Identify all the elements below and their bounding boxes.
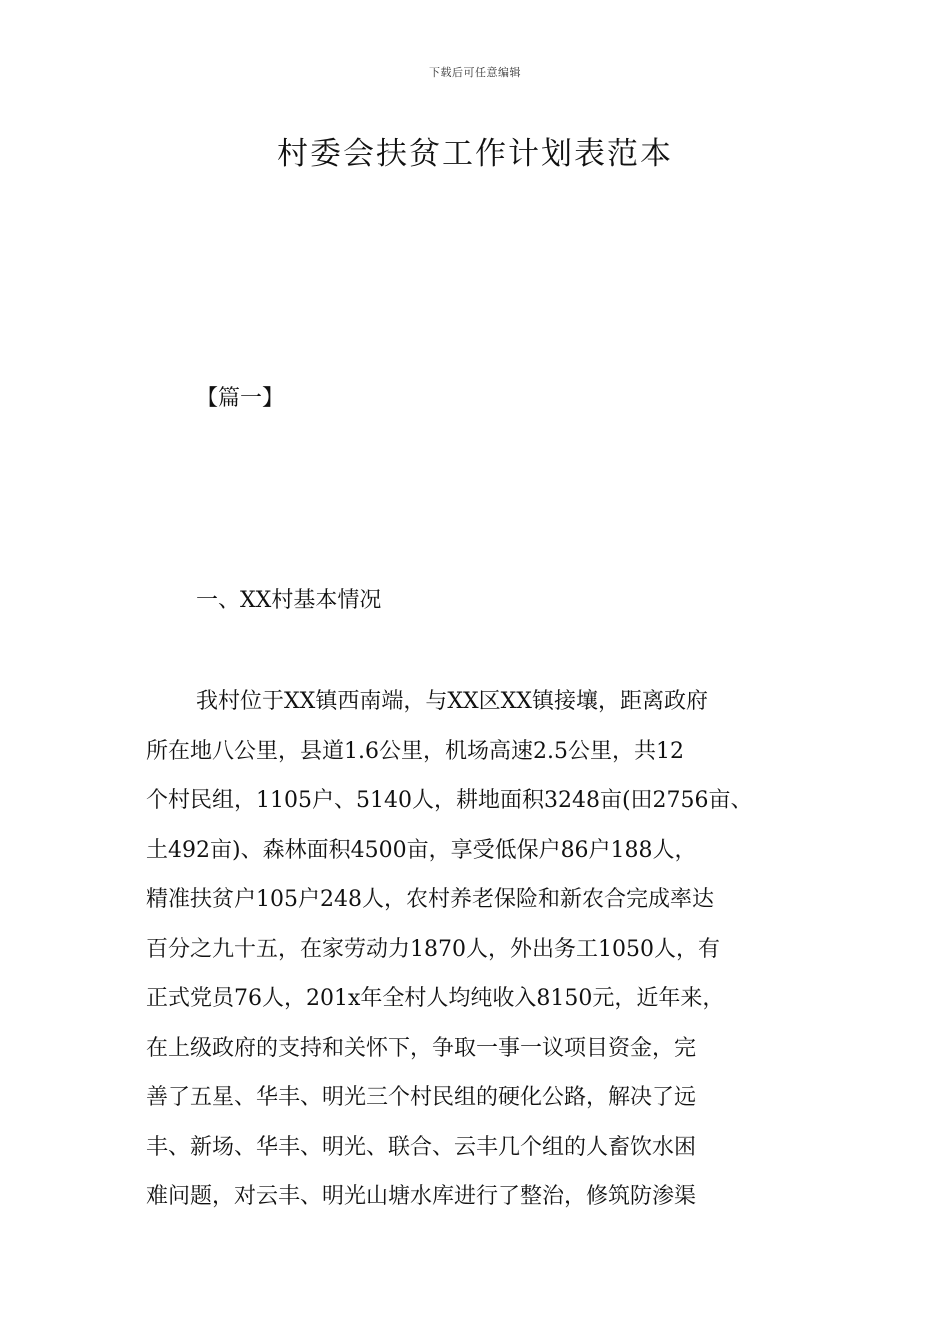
section-label: 【篇一】 [196, 386, 285, 411]
paragraph-line: 难问题，对云丰、明光山塘水库进行了整治，修筑防渗渠 [146, 1184, 697, 1209]
paragraph-line: 土492亩)、森林面积4500亩，享受低保户86户188人， [146, 837, 697, 863]
paragraph-line: 所在地八公里，县道1.6公里，机场高速2.5公里，共12 [146, 738, 684, 764]
paragraph-line: 丰、新场、华丰、明光、联合、云丰几个组的人畜饮水困 [146, 1134, 697, 1160]
paragraph-line: 正式党员76人，201x年全村人均纯收入8150元，近年来， [146, 986, 725, 1011]
paragraph-line: 善了五星、华丰、明光三个村民组的硬化公路，解决了远 [146, 1085, 697, 1110]
paragraph-line: 在上级政府的支持和关怀下，争取一事一议项目资金，完 [146, 1035, 697, 1061]
paragraph-line: 精准扶贫户105户248人，农村养老保险和新农合完成率达 [146, 887, 714, 912]
document-title: 村委会扶贫工作计划表范本 [277, 136, 673, 172]
body-paragraph [146, 677, 818, 1222]
paragraph-line: 个村民组，1105户、5140人，耕地面积3248亩(田2756亩、 [146, 788, 753, 813]
paragraph-line: 我村位于XX镇西南端，与XX区XX镇接壤，距离政府 [196, 689, 708, 714]
paragraph-line: 百分之九十五，在家劳动力1870人，外出务工1050人，有 [146, 936, 720, 962]
section-heading: 一、XX村基本情况 [196, 588, 382, 613]
header-note: 下载后可任意编辑 [429, 66, 521, 79]
